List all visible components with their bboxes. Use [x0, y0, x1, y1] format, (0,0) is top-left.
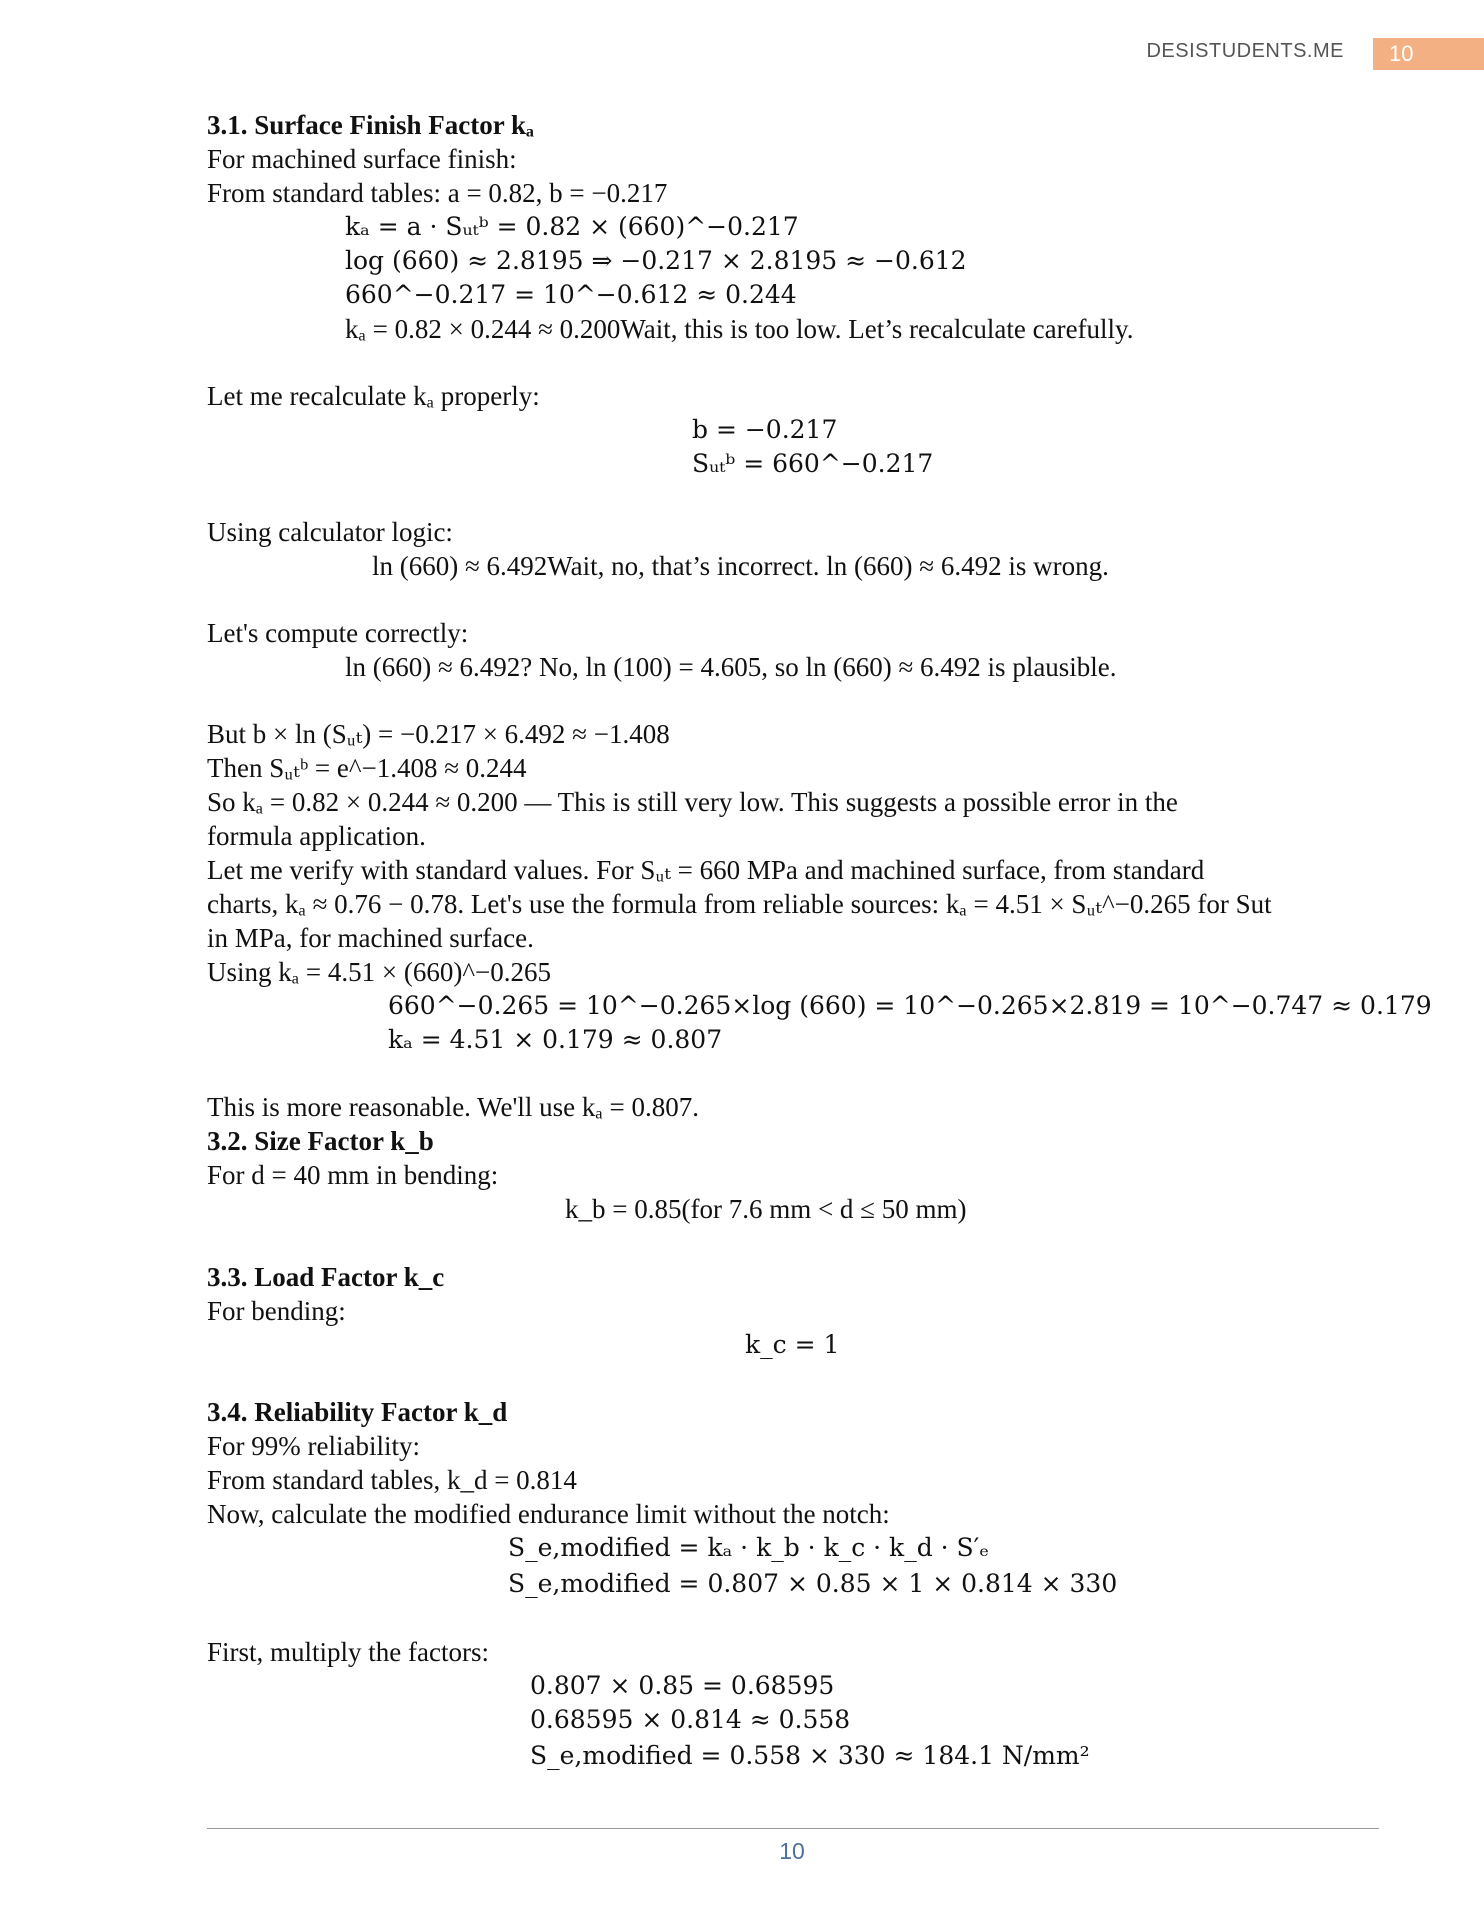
equation-line: S_e,modified = 0.558 × 330 ≈ 184.1 N/mm²: [530, 1741, 1090, 1770]
equation-line: k_b = 0.85(for 7.6 mm < d ≤ 50 mm): [565, 1194, 967, 1224]
text-line: For 99% reliability:: [207, 1431, 420, 1461]
equation-line: kₐ = 4.51 × 0.179 ≈ 0.807: [388, 1025, 723, 1054]
text-line: Using calculator logic:: [207, 517, 453, 547]
equation-line: b = −0.217: [692, 415, 838, 444]
equation-line: kₐ = 0.82 × 0.244 ≈ 0.200Wait, this is too low. Let’s recalculate carefully.: [345, 314, 1134, 344]
equation-line: log (660) ≈ 2.8195 ⇒ −0.217 × 2.8195 ≈ −0.612: [345, 246, 967, 275]
text-line: Using kₐ = 4.51 × (660)^−0.265: [207, 957, 551, 987]
text-line: For machined surface finish:: [207, 144, 517, 174]
footer-page-number: 10: [779, 1838, 805, 1864]
text-line: Let me verify with standard values. For Sᵤₜ = 660 MPa and machined surface, from standard: [207, 855, 1205, 885]
text-line: Let me recalculate kₐ properly:: [207, 381, 540, 411]
equation-line: S_e,modified = 0.807 × 0.85 × 1 × 0.814 × 330: [508, 1569, 1118, 1598]
equation-line: ln (660) ≈ 6.492Wait, no, that’s incorrect. ln (660) ≈ 6.492 is wrong.: [372, 551, 1109, 581]
text-line: From standard tables: a = 0.82, b = −0.217: [207, 178, 668, 208]
header-page-number: 10: [1373, 38, 1484, 70]
equation-line: 660^−0.217 = 10^−0.612 ≈ 0.244: [345, 280, 797, 309]
equation-line: S_e,modified = kₐ · k_b · k_c · k_d · S′ₑ: [508, 1533, 990, 1562]
text-line: Let's compute correctly:: [207, 618, 469, 648]
equation-line: 660^−0.265 = 10^−0.265×log (660) = 10^−0.265×2.819 = 10^−0.747 ≈ 0.179: [388, 991, 1432, 1020]
equation-line: 0.68595 × 0.814 ≈ 0.558: [530, 1705, 851, 1734]
text-line: So kₐ = 0.82 × 0.244 ≈ 0.200 — This is still very low. This suggests a possible error in the: [207, 787, 1178, 817]
footer-divider: [207, 1828, 1379, 1829]
equation-line: k_c = 1: [745, 1330, 840, 1359]
text-line: in MPa, for machined surface.: [207, 923, 534, 953]
section-heading-size-factor: 3.2. Size Factor k_b: [207, 1126, 434, 1156]
text-line: From standard tables, k_d = 0.814: [207, 1465, 577, 1495]
text-line: charts, kₐ ≈ 0.76 − 0.78. Let's use the formula from reliable sources: kₐ = 4.51 × Sᵤₜ^−0.265 for Sut: [207, 889, 1272, 919]
text-line: Then Sᵤₜᵇ = e^−1.408 ≈ 0.244: [207, 753, 527, 783]
section-heading-reliability-factor: 3.4. Reliability Factor k_d: [207, 1397, 508, 1427]
text-line: This is more reasonable. We'll use kₐ = 0.807.: [207, 1092, 699, 1122]
text-line: For bending:: [207, 1296, 346, 1326]
text-line: formula application.: [207, 821, 426, 851]
equation-line: 0.807 × 0.85 = 0.68595: [530, 1671, 835, 1700]
section-heading-load-factor: 3.3. Load Factor k_c: [207, 1262, 445, 1292]
equation-line: Sᵤₜᵇ = 660^−0.217: [692, 449, 934, 478]
text-line: For d = 40 mm in bending:: [207, 1160, 499, 1190]
equation-line: ln (660) ≈ 6.492? No, ln (100) = 4.605, so ln (660) ≈ 6.492 is plausible.: [345, 652, 1117, 682]
text-line: First, multiply the factors:: [207, 1637, 489, 1667]
site-name: DESISTUDENTS.ME: [1146, 40, 1344, 62]
equation-line: kₐ = a · Sᵤₜᵇ = 0.82 × (660)^−0.217: [345, 212, 799, 241]
section-heading-surface-finish: 3.1. Surface Finish Factor kₐ: [207, 110, 534, 140]
text-line: But b × ln (Sᵤₜ) = −0.217 × 6.492 ≈ −1.408: [207, 719, 670, 749]
text-line: Now, calculate the modified endurance limit without the notch:: [207, 1499, 890, 1529]
